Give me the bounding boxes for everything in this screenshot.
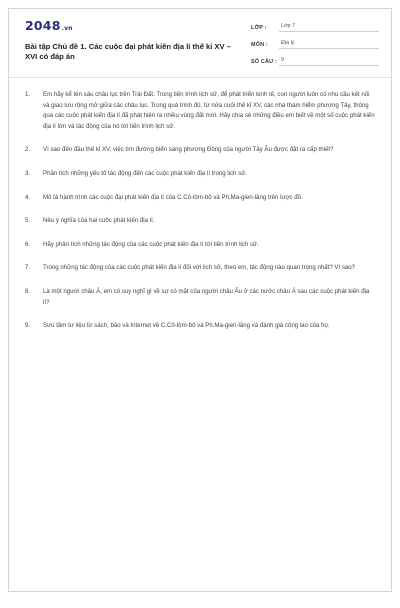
question-item — [25, 193, 375, 204]
question-text: Vì sao đến đầu thế kỉ XV, việc tìm đường biển sang phương Đông của người Tây Âu được đặt ra cấp thiết? — [43, 146, 334, 154]
question-item — [25, 169, 375, 180]
worksheet-title: Bài tập Chủ đề 1. Các cuộc đại phát kiến địa lí thế kỉ XV – XVI có đáp án — [25, 42, 231, 61]
question-item — [25, 287, 375, 308]
question-item — [25, 216, 375, 227]
meta-value-grade: Lớp 7 — [279, 22, 379, 32]
question-text: Mô tả hành trình các cuộc đại phát kiến địa lí của C.Cô-lôm-bô và Ph.Ma-gien-lăng trên lược đồ. — [43, 193, 303, 201]
worksheet-meta — [251, 19, 379, 70]
meta-label-subject: MÔN : — [251, 42, 268, 48]
question-item — [25, 90, 375, 132]
question-text: Là một người châu Á, em có suy nghĩ gì về sự có mặt của người châu Âu ở các nước châu Á sau các cuộc phát kiến địa lí? — [43, 287, 370, 306]
meta-label-grade: LỚP : — [251, 25, 267, 31]
meta-row-question-count — [251, 53, 379, 66]
question-list — [9, 78, 391, 332]
question-item — [25, 263, 375, 274]
question-number: 5. — [25, 217, 31, 225]
logo-suffix: .vn — [61, 25, 73, 32]
question-number: 1. — [25, 91, 31, 98]
question-text: Phân tích những yếu tố tác động đến các cuộc phát kiến địa lí trong lịch sử. — [43, 169, 247, 177]
question-number: 4. — [25, 193, 31, 201]
worksheet-page — [8, 8, 392, 592]
question-number: 8. — [25, 287, 31, 295]
question-item — [25, 240, 375, 251]
meta-row-grade — [251, 19, 379, 32]
question-item — [25, 321, 375, 332]
question-text: Hãy phân tích những tác động của các cuộc phát kiến địa lí tới tiến trình lịch sử. — [43, 240, 259, 248]
question-number: 3. — [25, 169, 31, 177]
logo-main: 2048 — [25, 18, 61, 33]
meta-row-subject — [251, 36, 379, 49]
question-number: 6. — [25, 240, 31, 248]
question-text: Nêu ý nghĩa của hai cuộc phát kiến địa lí. — [43, 217, 155, 225]
meta-label-question-count: SỐ CÂU : — [251, 59, 277, 65]
question-text: Trong những tác động của các cuộc phát kiến địa lí đối với lịch sử, theo em, tác động nào quan trọng nhất? Vì sao? — [43, 264, 356, 272]
question-number: 9. — [25, 322, 31, 330]
worksheet-header — [9, 9, 391, 78]
meta-value-subject: Địa lý — [279, 39, 379, 49]
meta-value-question-count: 9 — [279, 56, 379, 66]
question-number: 2. — [25, 146, 31, 154]
question-number: 7. — [25, 264, 31, 272]
question-text: Em hãy kể tên sáu châu lục trên Trái Đất. Trong tiến trình lịch sử, để phát triển kinh tế, con người luôn có nhu cầu kết nối và giao lưu rộng mở giữa các châu lục. Trong quá trình đó, từ nửa cuối thế kỉ XV, các nhà thám hiểm phương Tây, thông qua các cuộc phát kiến địa lí đã phát hiện ra nhiều vùng đất mới. Hãy chia sẻ những điều em biết về một số cuộc phát kiến địa lí lớn và tác động của nó tới tiến trình lịch sử. — [43, 91, 375, 130]
question-item — [25, 145, 375, 156]
question-text: Sưu tầm tư liệu từ sách, báo và Internet về C.Cô-lôm-bô và Ph.Ma-gien-lăng và đánh giá công lao của họ. — [43, 322, 330, 330]
